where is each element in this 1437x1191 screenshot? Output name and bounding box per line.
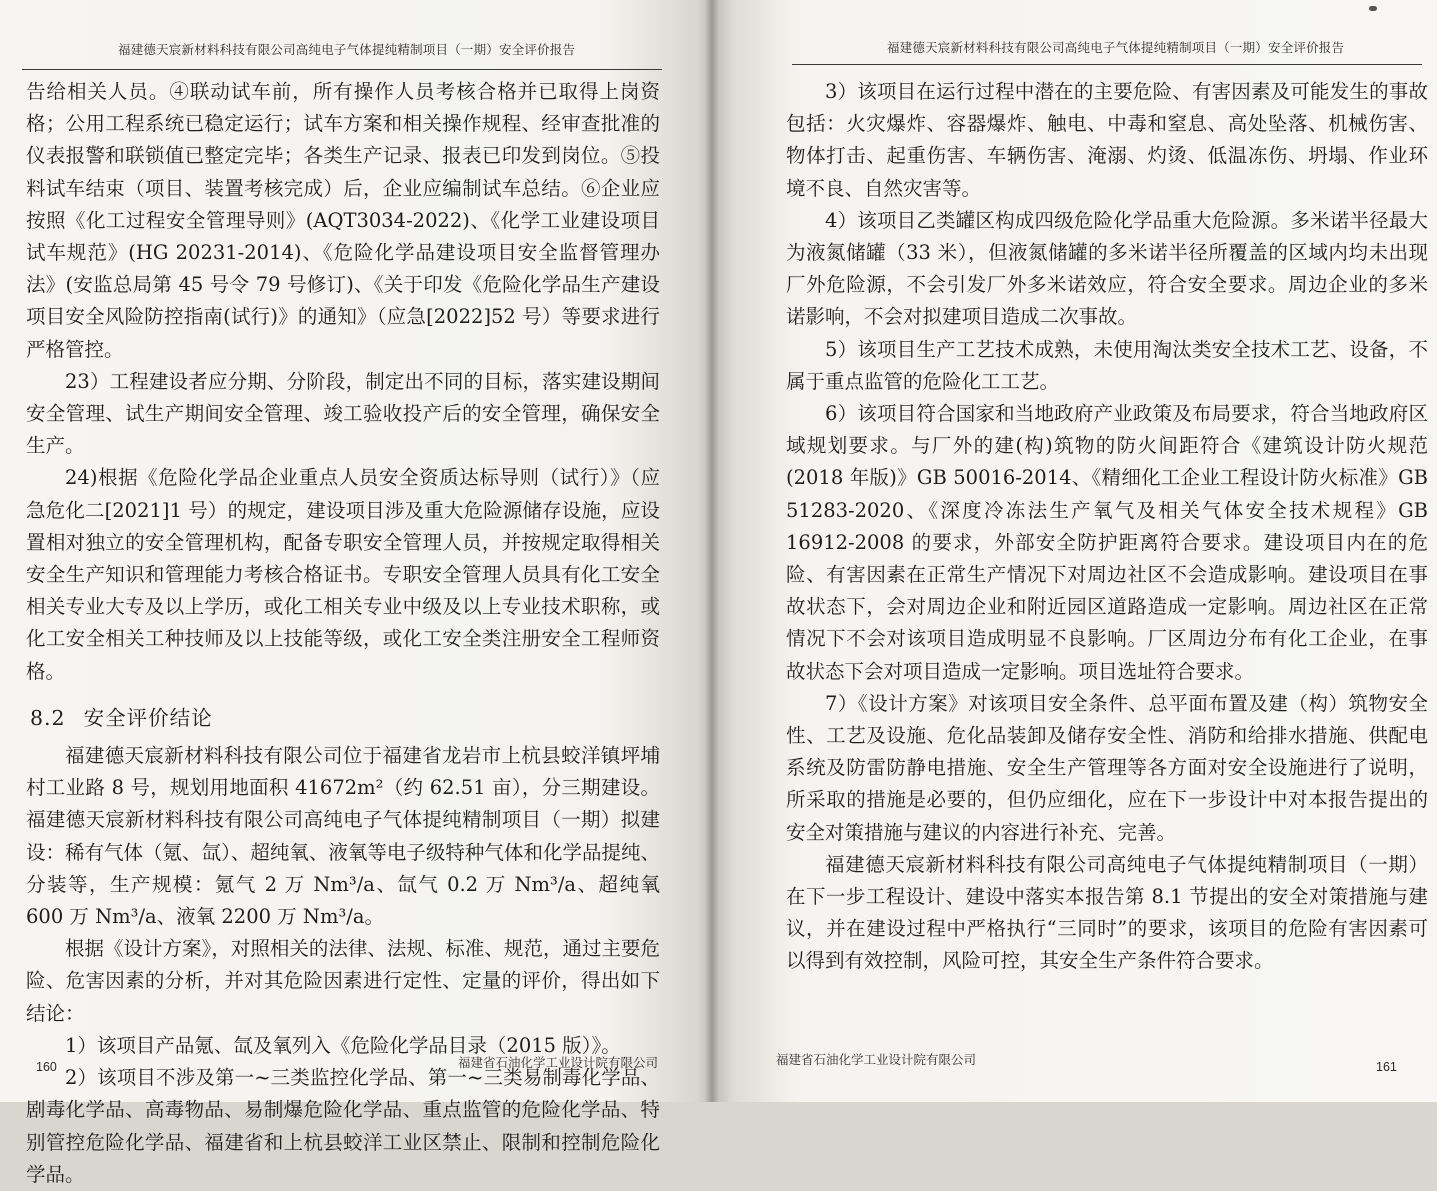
paragraph: 6）该项目符合国家和当地政府产业政策及布局要求，符合当地政府区域规划要求。与厂外的建(构)筑物的防火间距符合《建筑设计防火规范(2018 年版)》GB 50016-2014、《精细化工企业工程设计防火标准》GB 51283-2020、《深度冷冻法生产氧气及相关气体安全技术规程》GB 16912-2008 的要求，外部安全防护距离符合要求。建设项目内在的危险、有害因素在正常生产情况下对周边社区不会造成影响。建设项目在事故状态下，会对周边企业和附近园区道路造成一定影响。周边社区在正常情况下不会对该项目造成明显不良影响。厂区周边分布有化工企业，在事故状态下会对项目造成一定影响。项目选址符合要求。 [786, 402, 1428, 683]
left-page-body [26, 76, 660, 1191]
section-title: 安全评价结论 [83, 705, 213, 730]
footer-organization: 福建省石油化学工业设计院有限公司 [458, 1056, 659, 1070]
page-header: 福建德天宸新材料科技有限公司高纯电子气体提纯精制项目（一期）安全评价报告 [118, 43, 576, 57]
paragraph: 根据《设计方案》，对照相关的法律、法规、标准、规范，通过主要危险、危害因素的分析，并对其危险因素进行定性、定量的评价，得出如下结论： [26, 937, 660, 1025]
scan-mark [1369, 6, 1377, 11]
right-page-body [786, 76, 1428, 978]
paragraph: 告给相关人员。④联动试车前，所有操作人员考核合格并已取得上岗资格；公用工程系统已稳定运行；试车方案和相关操作规程、经审查批准的仪表报警和联锁值已整定完毕；各类生产记录、报表已印发到岗位。⑤投料试车结束（项目、装置考核完成）后，企业应编制试车总结。⑥企业应按照《化工过程安全管理导则》(AQT3034-2022)、《化学工业建设项目试车规范》(HG 20231-2014)、《危险化学品建设项目安全监督管理办法》(安监总局第 45 号令 79 号修订)、《关于印发《危险化学品生产建设项目安全风险防控指南(试行)》的通知》（应急[2022]52 号）等要求进行严格管控。 [26, 80, 660, 361]
paragraph: 23）工程建设者应分期、分阶段，制定出不同的目标，落实建设期间安全管理、试生产期间安全管理、竣工验收投产后的安全管理，确保安全生产。 [26, 369, 660, 458]
page-number: 160 [36, 1060, 57, 1074]
section-number: 8.2 [30, 705, 66, 730]
paragraph: 3）该项目在运行过程中潜在的主要危险、有害因素及可能发生的事故包括：火灾爆炸、容器爆炸、触电、中毒和窒息、高处坠落、机械伤害、物体打击、起重伤害、车辆伤害、淹溺、灼烫、低温冻伤、坍塌、作业环境不良、自然灾害等。 [786, 80, 1428, 200]
right-page [712, 0, 1437, 1102]
paragraph: 1）该项目产品氪、氙及氧列入《危险化学品目录（2015 版）》。 [65, 1033, 621, 1057]
paragraph: 2）该项目不涉及第一~三类监控化学品、第一~三类易制毒化学品、剧毒化学品、高毒物品、易制爆危险化学品、重点监管的危险化学品、特别管控危险化学品、福建省和上杭县蛟洋工业区禁止、限制和控制危险化学品。 [26, 1066, 660, 1186]
paragraph: 4）该项目乙类罐区构成四级危险化学品重大危险源。多米诺半径最大为液氮储罐（33 米），但液氮储罐的多米诺半径所覆盖的区域内均未出现厂外危险源，不会引发厂外多米诺效应，符合安全要求。周边企业的多米诺影响，不会对拟建项目造成二次事故。 [786, 208, 1428, 329]
page-header: 福建德天宸新材料科技有限公司高纯电子气体提纯精制项目（一期）安全评价报告 [887, 41, 1345, 55]
footer-organization: 福建省石油化学工业设计院有限公司 [776, 1053, 977, 1067]
header-rule [22, 69, 662, 70]
book-gutter [705, 0, 719, 1102]
left-page [0, 0, 712, 1186]
section-heading [30, 702, 660, 734]
page-number: 161 [1376, 1060, 1397, 1074]
header-rule [792, 64, 1422, 65]
paragraph: 7）《设计方案》对该项目安全条件、总平面布置及建（构）筑物安全性、工艺及设施、危化品装卸及储存安全性、消防和给排水措施、供配电系统及防雷防静电措施、安全生产管理等各方面对安全设施进行了说明，所采取的措施是必要的，但仍应细化，应在下一步设计中对本报告提出的安全对策措施与建议的内容进行补充、完善。 [786, 691, 1428, 844]
paragraph: 福建德天宸新材料科技有限公司位于福建省龙岩市上杭县蛟洋镇坪埔村工业路 8 号，规划用地面积 41672m²（约 62.51 亩），分三期建设。福建德天宸新材料科技有限公司高纯电子气体提纯精制项目（一期）拟建设：稀有气体（氪、氙）、超纯氧、液氧等电子级特种气体和化学品提纯、分装等，生产规模：氪气 2 万 Nm³/a、氙气 0.2 万 Nm³/a、超纯氧 600 万 Nm³/a、液氧 2200 万 Nm³/a。 [26, 744, 660, 929]
paragraph: 24)根据《危险化学品企业重点人员安全资质达标导则（试行）》（应急危化二[2021]1 号）的规定，建设项目涉及重大危险源储存设施，应设置相对独立的安全管理机构，配备专职安全管理人员，并按规定取得相关安全生产知识和管理能力考核合格证书。专职安全管理人员具有化工安全相关专业大专及以上学历，或化工相关专业中级及以上专业技术职称，或化工安全相关工种技师及以上技能等级，或化工安全类注册安全工程师资格。 [26, 466, 660, 683]
paragraph: 5）该项目生产工艺技术成熟，未使用淘汰类安全技术工艺、设备，不属于重点监管的危险化工工艺。 [786, 337, 1428, 393]
paragraph: 福建德天宸新材料科技有限公司高纯电子气体提纯精制项目（一期）在下一步工程设计、建设中落实本报告第 8.1 节提出的安全对策措施与建议，并在建设过程中严格执行“三同时”的要求，该项目的危险有害因素可以得到有效控制，风险可控，其安全生产条件符合要求。 [786, 852, 1428, 973]
